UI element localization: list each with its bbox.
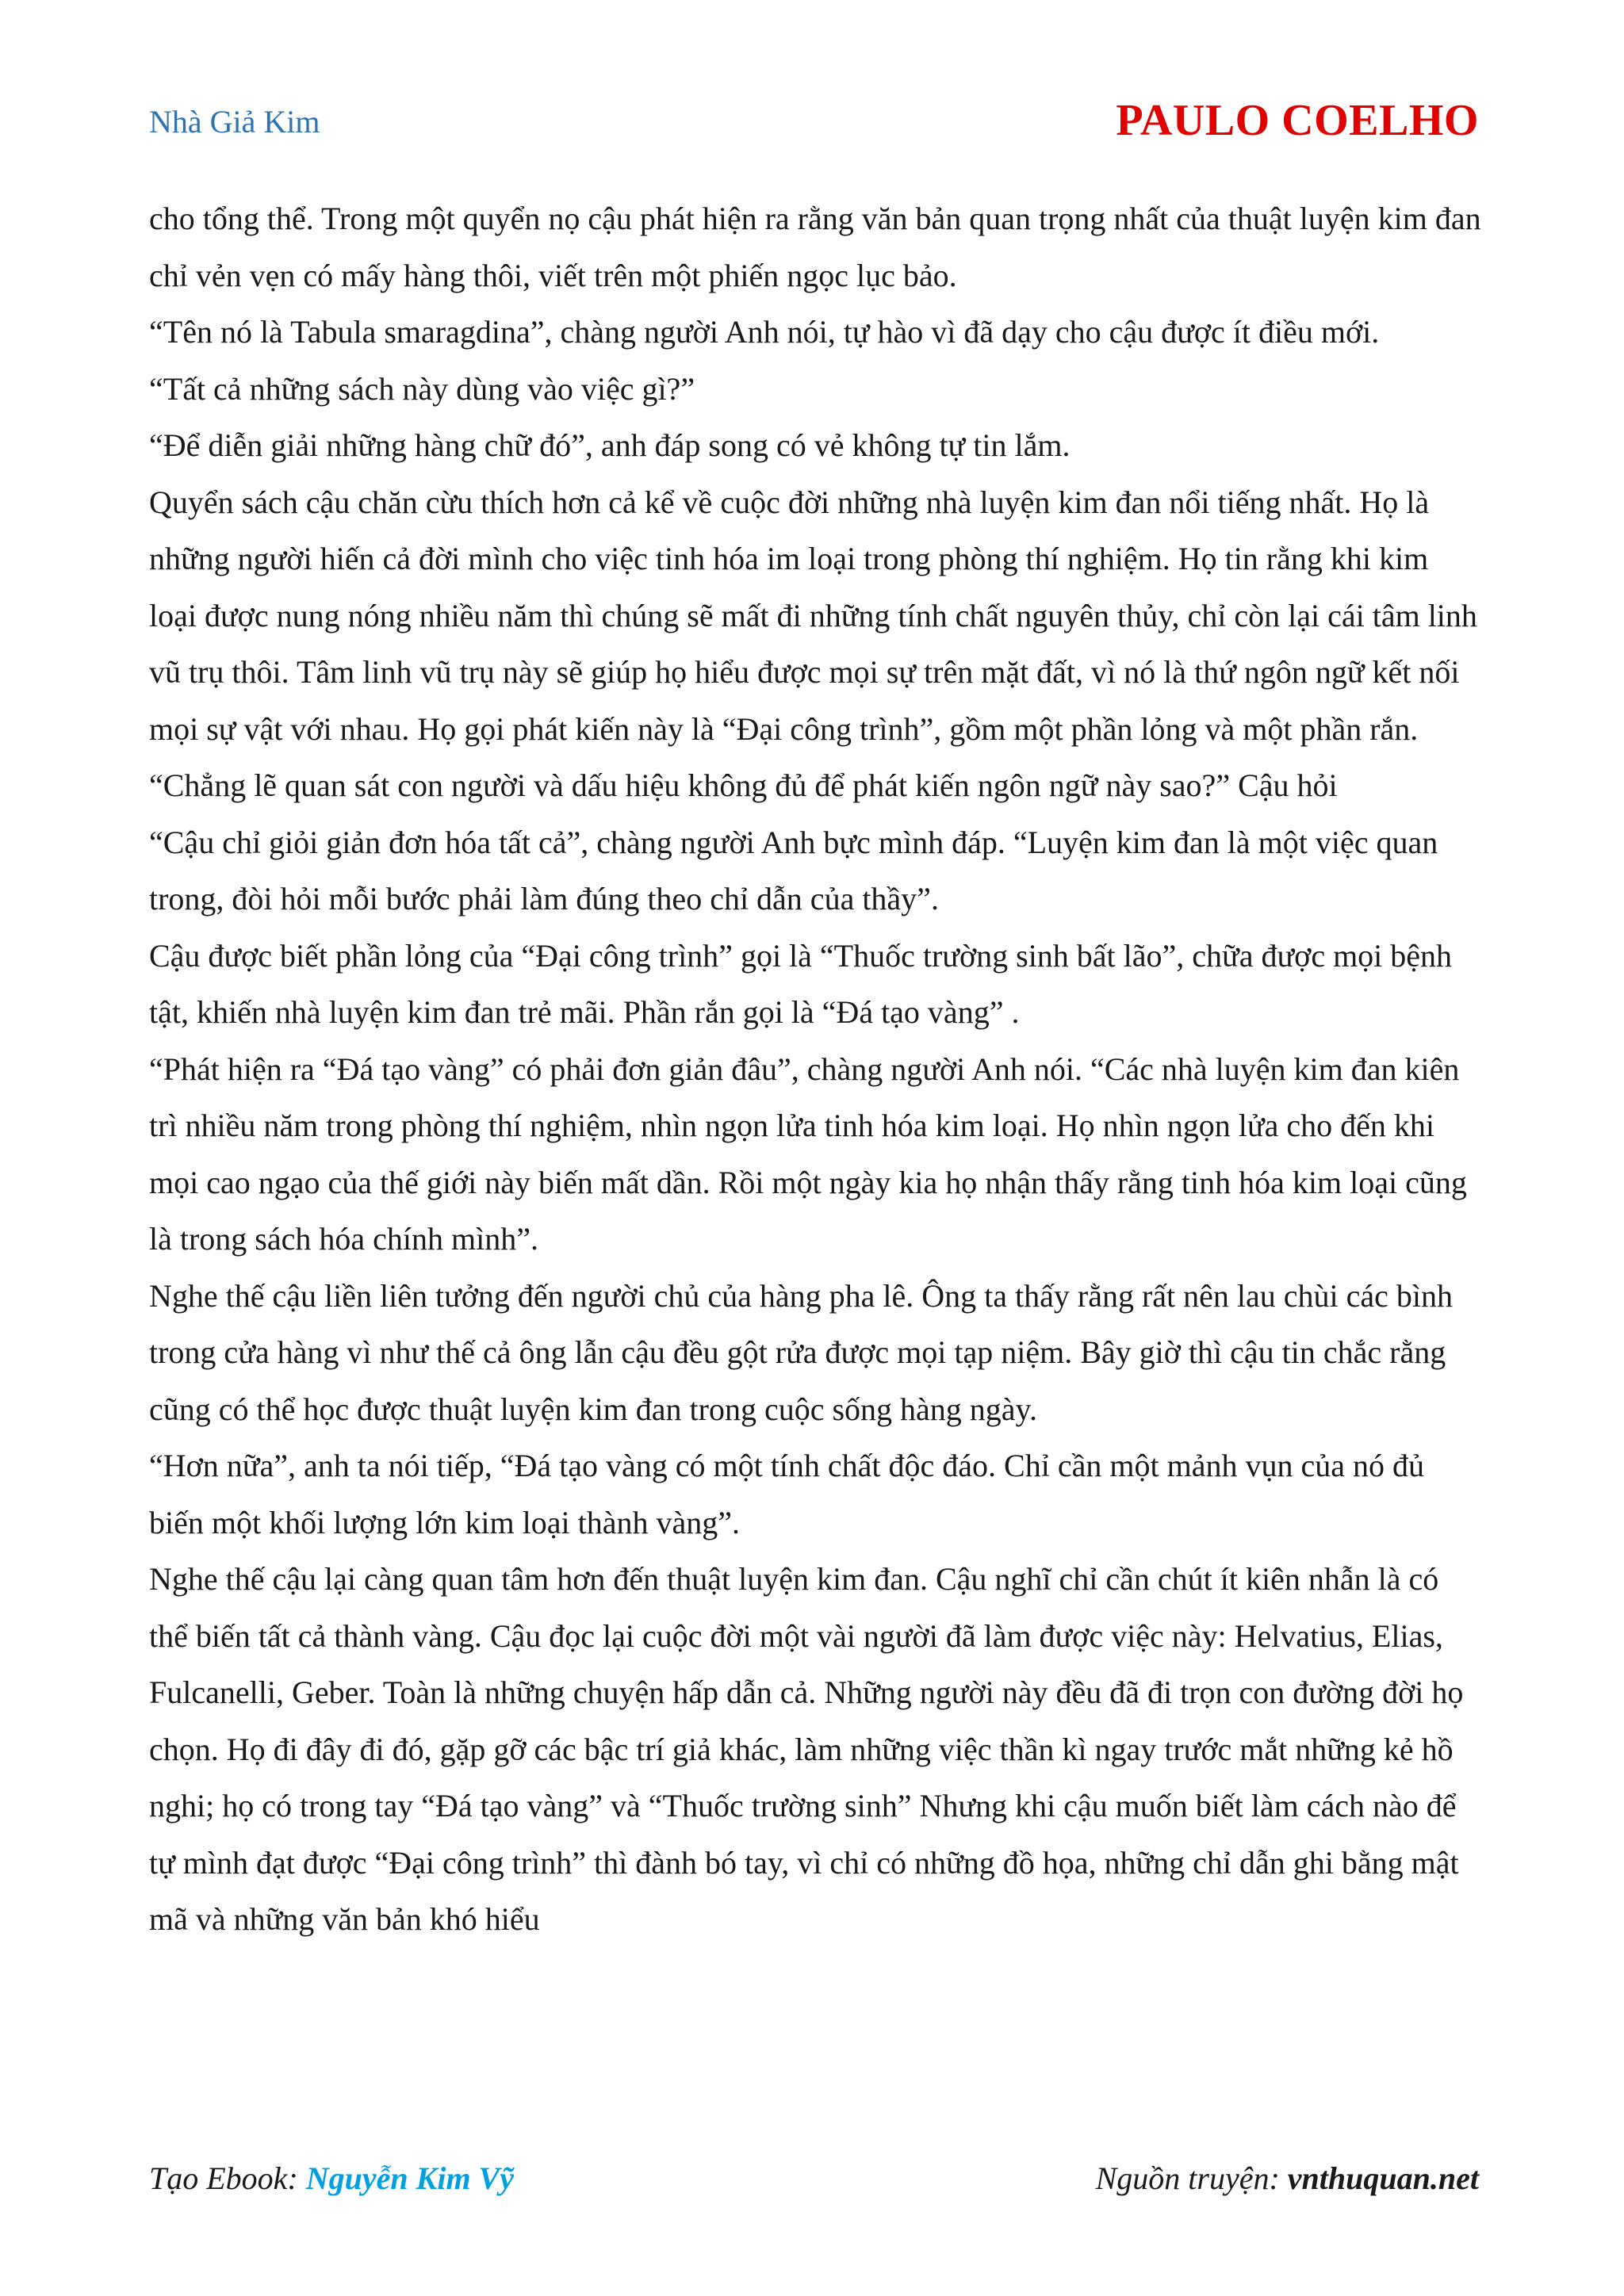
story-source [1095,2160,1479,2196]
source-label: Nguồn truyện [1095,2160,1270,2196]
paragraph: “Tất cả những sách này dùng vào việc gì?” [149,370,695,407]
paragraph: “Phát hiện ra “Đá tạo vàng” có phải đơn giản đâu”, chàng người Anh nói. “Các nhà luyện kim đan kiên trì nhiều năm trong phòng thí nghiệm, nhìn ngọn lửa tinh hóa kim loại. Họ nhìn ngọn lửa cho đến khi mọi cao ngạo của thế giới này biến mất dần. Rồi một ngày kia họ nhận thấy rằng tinh hóa kim loại cũng là trong sách hóa chính mình”. [149,1050,1467,1257]
paragraph: Nghe thế cậu liền liên tưởng đến người chủ của hàng pha lê. Ông ta thấy rằng rất nên lau chùi các bình trong cửa hàng vì như thế cả ông lẫn cậu đều gột rửa được mọi tạp niệm. Bây giờ thì cậu tin chắc rằng cũng có thể học được thuật luyện kim đan trong cuộc sống hàng ngày. [149,1277,1454,1427]
paragraph: “Hơn nữa”, anh ta nói tiếp, “Đá tạo vàng có một tính chất độc đáo. Chỉ cần một mảnh vụn của nó đủ biến một khối lượng lớn kim loại thành vàng”. [149,1448,1424,1540]
paragraph: Nghe thế cậu lại càng quan tâm hơn đến thuật luyện kim đan. Cậu nghĩ chỉ cần chút ít kiên nhẫn là có thể biến tất cả thành vàng. Cậu đọc lại cuộc đời một vài người đã làm được việc này: Helvatius, Elias, Fulcanelli, Geber. Toàn là những chuyện hấp dẫn cả. Những người này đều đã đi trọn con đường đời họ chọn. Họ đi đây đi đó, gặp gỡ các bậc trí giả khác, làm những việc thần kì ngay trước mắt những kẻ hồ nghi; họ có trong tay “Đá tạo vàng” và “Thuốc trường sinh” Nhưng khi cậu muốn biết làm cách nào để tự mình đạt được “Đại công trình” thì đành bó tay, vì chỉ có những đồ họa, những chỉ dẫn ghi bằng mật mã và những văn bản khó hiểu [149,1561,1464,1937]
paragraph: “Chẳng lẽ quan sát con người và dấu hiệu không đủ để phát kiến ngôn ngữ này sao?” Cậu hỏi [149,767,1338,803]
author-name: PAULO COELHO [1116,96,1479,145]
paragraph: “Cậu chỉ giỏi giản đơn hóa tất cả”, chàng người Anh bực mình đáp. “Luyện kim đan là một việc quan trong, đòi hỏi mỗi bước phải làm đúng theo chỉ dẫn của thầy”. [149,824,1438,916]
source-site: vnthuquan.net [1287,2160,1479,2196]
source-separator: : [1269,2160,1288,2196]
paragraph: Cậu được biết phần lỏng của “Đại công trình” gọi là “Thuốc trường sinh bất lão”, chữa được mọi bệnh tật, khiến nhà luyện kim đan trẻ mãi. Phần rắn gọi là “Đá tạo vàng” . [149,937,1453,1030]
ebook-credit [149,2160,514,2196]
paragraph: Quyển sách cậu chăn cừu thích hơn cả kể về cuộc đời những nhà luyện kim đan nổi tiếng nhất. Họ là những người hiến cả đời mình cho việc tinh hóa im loại trong phòng thí nghiệm. Họ tin rằng khi kim loại được nung nóng nhiều năm thì chúng sẽ mất đi những tính chất nguyên thủy, chỉ còn lại cái tâm linh vũ trụ thôi. Tâm linh vũ trụ này sẽ giúp họ hiểu được mọi sự trên mặt đất, vì nó là thứ ngôn ngữ kết nối mọi sự vật với nhau. Họ gọi phát kiến này là “Đại công trình”, gồm một phần lỏng và một phần rắn. [149,484,1477,747]
credit-name: Nguyễn Kim Vỹ [305,2160,514,2196]
credit-separator: : [287,2160,306,2196]
paragraph: “Để diễn giải những hàng chữ đó”, anh đáp song có vẻ không tự tin lắm. [149,427,1071,463]
book-title: Nhà Giả Kim [149,104,320,140]
credit-label: Tạo Ebook [149,2160,288,2196]
page-body [149,190,1481,1948]
paragraph: cho tổng thể. Trong một quyển nọ cậu phát hiện ra rằng văn bản quan trọng nhất của thuật luyện kim đan chỉ vẻn vẹn có mấy hàng thôi, viết trên một phiến ngọc lục bảo. [149,201,1481,293]
paragraph: “Tên nó là Tabula smaragdina”, chàng người Anh nói, tự hào vì đã dạy cho cậu được ít điều mới. [149,314,1380,350]
